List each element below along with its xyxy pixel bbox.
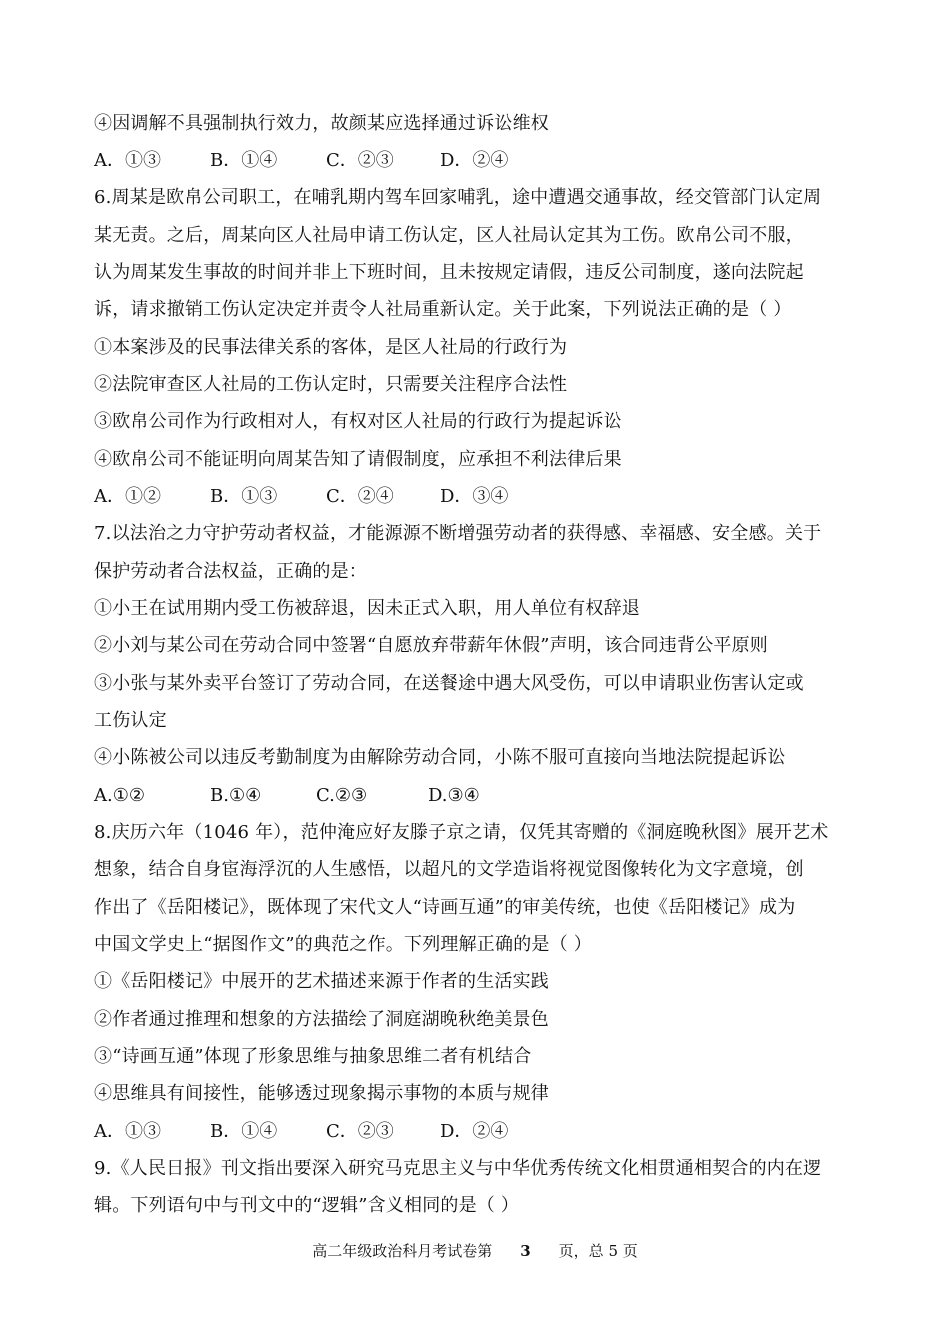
q7-answer-b: B.①④ [210,785,262,806]
q6-stem-line-1: 6.周某是欧帛公司职工，在哺乳期内驾车回家哺乳，途中遭遇交通事故，经交管部门认定周 [94,187,822,208]
q5-option-4: ④因调解不具强制执行效力，故颜某应选择通过诉讼维权 [94,113,549,134]
q8-answer-c: C．②③ [326,1121,394,1142]
page-footer [0,1240,950,1262]
q7-answer-a: A.①② [94,785,145,806]
q8-answer-d: D．②④ [440,1121,509,1142]
q8-option-4: ④思维具有间接性，能够透过现象揭示事物的本质与规律 [94,1083,549,1104]
q7-option-1: ①小王在试用期内受工伤被辞退，因未正式入职，用人单位有权辞退 [94,598,640,619]
q8-stem-line-1: 8.庆历六年（1046 年），范仲淹应好友滕子京之请，仅凭其寄赠的《洞庭晚秋图》展开艺术 [94,822,829,843]
q5-answer-d: D．②④ [440,150,509,171]
q6-answer-c: C．②④ [326,486,394,507]
q8-stem-line-4: 中国文学史上“据图作文”的典范之作。下列理解正确的是（ ） [94,934,592,955]
q7-stem-line-1: 7.以法治之力守护劳动者权益，才能源源不断增强劳动者的获得感、幸福感、安全感。关于 [94,523,822,544]
q6-option-4: ④欧帛公司不能证明向周某告知了请假制度，应承担不利法律后果 [94,449,622,470]
q8-stem-line-2: 想象，结合自身宦海浮沉的人生感悟，以超凡的文学造诣将视觉图像转化为文字意境，创 [94,859,804,880]
q7-option-3-continued: 工伤认定 [94,710,167,731]
q6-answer-a: A．①② [94,486,161,507]
q6-option-3: ③欧帛公司作为行政相对人，有权对区人社局的行政行为提起诉讼 [94,411,622,432]
q8-answer-a: A．①③ [94,1121,161,1142]
q6-stem-line-2: 某无责。之后，周某向区人社局申请工伤认定，区人社局认定其为工伤。欧帛公司不服， [94,225,804,246]
q6-stem-line-4: 诉，请求撤销工伤认定决定并责令人社局重新认定。关于此案，下列说法正确的是（ ） [94,299,792,320]
q6-answer-d: D．③④ [440,486,509,507]
q8-option-1: ①《岳阳楼记》中展开的艺术描述来源于作者的生活实践 [94,971,549,992]
q7-option-2: ②小刘与某公司在劳动合同中签署“自愿放弃带薪年休假”声明，该合同违背公平原则 [94,635,769,656]
q7-option-4: ④小陈被公司以违反考勤制度为由解除劳动合同，小陈不服可直接向当地法院提起诉讼 [94,747,786,768]
footer-page-number: 3 [520,1242,531,1260]
q7-option-3: ③小张与某外卖平台签订了劳动合同，在送餐途中遇大风受伤，可以申请职业伤害认定或 [94,673,804,694]
q9-stem-line-2: 辑。下列语句中与刊文中的“逻辑”含义相同的是（ ） [94,1195,520,1216]
q5-answer-b: B．①④ [210,150,278,171]
q6-option-2: ②法院审查区人社局的工伤认定时，只需要关注程序合法性 [94,374,568,395]
q7-answer-c: C.②③ [316,785,368,806]
q9-stem-line-1: 9.《人民日报》刊文指出要深入研究马克思主义与中华优秀传统文化相贯通相契合的内在逻 [94,1158,822,1179]
q6-stem-line-3: 认为周某发生事故的时间并非上下班时间，且未按规定请假，违反公司制度，遂向法院起 [94,262,804,283]
q5-answer-a: A．①③ [94,150,161,171]
q8-option-2: ②作者通过推理和想象的方法描绘了洞庭湖晚秋绝美景色 [94,1009,549,1030]
q6-answer-b: B．①③ [210,486,278,507]
q6-option-1: ①本案涉及的民事法律关系的客体，是区人社局的行政行为 [94,337,568,358]
q5-answer-c: C．②③ [326,150,394,171]
q8-answer-b: B．①④ [210,1121,278,1142]
q7-answer-d: D.③④ [428,785,480,806]
footer-label: 高二年级政治科月考试卷第 [312,1242,493,1260]
footer-total-pages: 页，总 5 页 [558,1242,638,1260]
q7-stem-line-2: 保护劳动者合法权益，正确的是： [94,561,367,582]
q8-stem-line-3: 作出了《岳阳楼记》，既体现了宋代文人“诗画互通”的审美传统，也使《岳阳楼记》成为 [94,897,796,918]
q8-option-3: ③“诗画互通”体现了形象思维与抽象思维二者有机结合 [94,1046,532,1067]
